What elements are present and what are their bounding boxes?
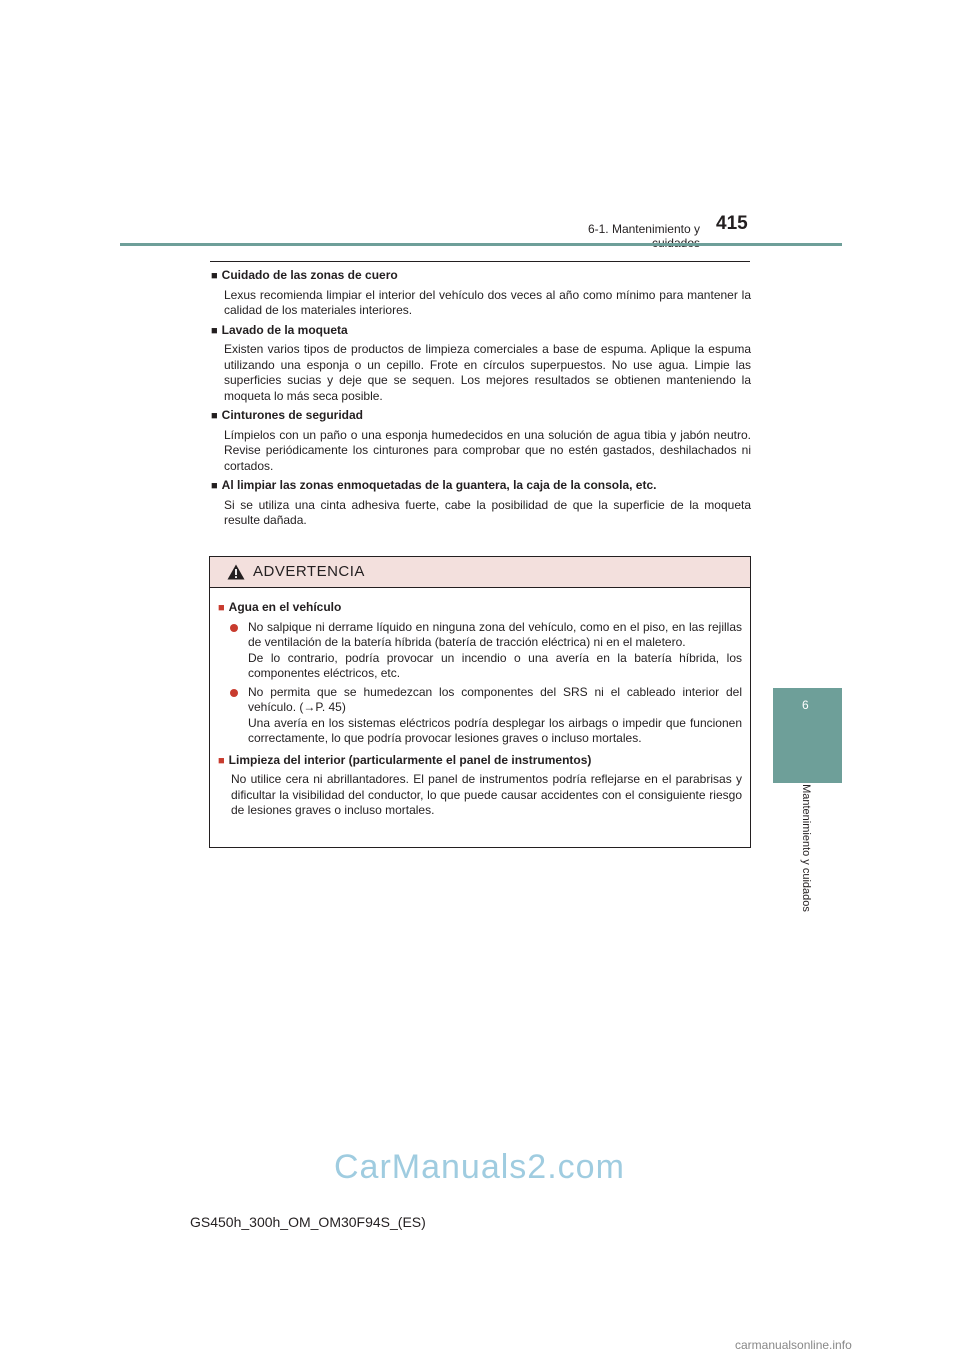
watermark-logo: CarManuals2.com <box>334 1148 625 1186</box>
square-bullet-icon: ■ <box>211 480 218 492</box>
bullet-text-cont: De lo contrario, podría provocar un incendio o una avería en la batería híbrida, los componentes eléctricos, etc. <box>248 650 742 680</box>
warning-section-interior <box>218 753 742 819</box>
section-seatbelts <box>211 408 751 474</box>
running-header-section: 6-1. Mantenimiento y <box>587 222 700 236</box>
page-number: 415 <box>716 213 748 234</box>
warning-header <box>210 557 750 588</box>
chapter-number: 6 <box>802 698 809 712</box>
chapter-tab <box>773 688 842 783</box>
square-bullet-icon: ■ <box>211 324 218 337</box>
watermark-corner: carmanualsonline.info <box>735 1338 852 1352</box>
section-text: Si se utiliza una cinta adhesiva fuerte, cabe la posibilidad de que la superficie de la moqueta resulte dañada. <box>224 497 751 527</box>
square-bullet-icon: ■ <box>211 410 218 422</box>
round-bullet-icon <box>230 624 238 632</box>
warning-triangle-icon <box>227 564 245 580</box>
chapter-side-label <box>796 784 816 912</box>
bullet-text: No permita que se humedezcan los componentes del SRS ni el cableado interior del vehículo. (→P. 45) <box>248 684 742 714</box>
section-title: Cuidado de las zonas de cuero <box>221 268 398 282</box>
content-top-rule <box>210 261 750 262</box>
square-bullet-icon: ■ <box>211 270 218 282</box>
section-title: Lavado de la moqueta <box>221 322 348 337</box>
section-text: Límpielos con un paño o una esponja humedecidos en una solución de agua tibia y jabón neutro. Revise periódicamente los cinturones para comprobar que no estén gastados, deshilachados ni cortados. <box>224 427 751 473</box>
section-carpeted-areas <box>211 478 751 529</box>
section-text: Lexus recomienda limpiar el interior del vehículo dos veces al año como mínimo para mantener la calidad de los materiales interiores. <box>224 287 751 317</box>
section-leather <box>211 268 751 319</box>
section-text: Existen varios tipos de productos de limpieza comerciales a base de espuma. Aplique la espuma utilizando una esponja o un cepillo. Frote en círculos superpuestos. No use agua. Limpie las superficies sucias y deje que se sequen. Los mejores resultados se obtienen manteniendo la moqueta lo más seca posible. <box>224 342 751 403</box>
square-bullet-icon: ■ <box>218 602 225 614</box>
warning-section-title: Agua en el vehículo <box>228 600 342 614</box>
warning-body <box>210 588 750 819</box>
warning-section-water <box>218 600 742 747</box>
bullet-text: No salpique ni derrame líquido en ninguna zona del vehículo, como en el piso, en las rejillas de ventilación de la batería híbrida (batería de tracción eléctrica) ni en el maletero. <box>248 619 742 649</box>
section-title: Al limpiar las zonas enmoquetadas de la guantera, la caja de la consola, etc. <box>221 478 657 492</box>
warning-bullet <box>229 620 742 682</box>
section-carpet <box>211 323 751 405</box>
warning-section-title: Limpieza del interior (particularmente el panel de instrumentos) <box>228 752 592 767</box>
content-sections <box>211 268 751 533</box>
warning-bullet <box>229 685 742 747</box>
bullet-text-cont: Una avería en los sistemas eléctricos podría desplegar los airbags o impedir que funcionen correctamente, lo que podría provocar lesiones graves o incluso mortales. <box>248 715 742 745</box>
header-rule <box>120 243 842 246</box>
round-bullet-icon <box>230 689 238 697</box>
chapter-side-label-text: Mantenimiento y cuidados <box>800 784 812 912</box>
square-bullet-icon: ■ <box>218 754 225 767</box>
warning-box <box>209 556 751 848</box>
section-title: Cinturones de seguridad <box>221 408 364 422</box>
warning-section-text: No utilice cera ni abrillantadores. El panel de instrumentos podría reflejarse en el parabrisas y dificultar la visibilidad del conductor, lo que puede causar accidentes con el consiguiente riesgo de lesiones graves o incluso mortales. <box>231 772 742 817</box>
footer-code: GS450h_300h_OM_OM30F94S_(ES) <box>190 1214 426 1230</box>
warning-title: ADVERTENCIA <box>253 563 365 580</box>
